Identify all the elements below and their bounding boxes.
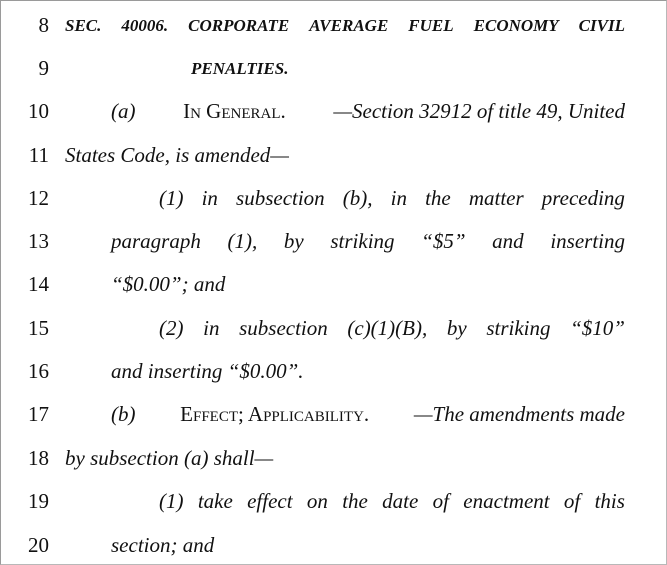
word: CIVIL	[578, 16, 625, 35]
word: this	[594, 489, 625, 513]
subsection-heading: In General.	[183, 99, 286, 123]
text-line	[111, 231, 625, 252]
word: of	[432, 489, 449, 513]
line-number: 8	[38, 13, 49, 37]
word: the	[342, 489, 368, 513]
text-line	[159, 318, 625, 339]
word: (2)	[159, 316, 184, 340]
line-number: 13	[28, 229, 49, 253]
word: AVERAGE	[309, 16, 389, 35]
word: of	[563, 489, 581, 513]
section-heading	[65, 17, 625, 34]
text-line	[111, 404, 625, 425]
line-number: 19	[28, 489, 49, 513]
word: take	[197, 489, 233, 513]
text-line: section; and	[111, 533, 215, 557]
word: (b),	[342, 186, 373, 210]
word: subsection	[236, 186, 325, 210]
word: (1),	[227, 229, 258, 253]
word: matter	[468, 186, 524, 210]
word: striking	[486, 316, 551, 340]
word: “$5”	[421, 229, 466, 253]
text-line: by subsection (a) shall—	[65, 446, 274, 470]
text-line	[159, 491, 625, 512]
subsection-label: (b)	[111, 402, 136, 426]
line-number: 10	[28, 99, 49, 123]
subsection-text: —Section 32912 of title 49, United	[333, 99, 625, 123]
word: by	[283, 229, 304, 253]
word: paragraph	[111, 229, 201, 253]
text-line	[111, 101, 625, 122]
word: SEC.	[65, 16, 102, 35]
line-number: 12	[28, 186, 49, 210]
word: the	[425, 186, 451, 210]
word: enactment	[463, 489, 550, 513]
word: preceding	[541, 186, 625, 210]
word: date	[382, 489, 419, 513]
line-number: 11	[28, 143, 49, 167]
word: striking	[330, 229, 395, 253]
word: effect	[247, 489, 293, 513]
section-heading-continued: PENALTIES.	[191, 59, 289, 78]
line-number: 20	[28, 533, 49, 557]
text-line: and inserting “$0.00”.	[111, 359, 304, 383]
line-number: 17	[28, 402, 49, 426]
text-line: States Code, is amended—	[65, 143, 289, 167]
subsection-label: (a)	[111, 99, 136, 123]
word: in	[201, 186, 218, 210]
line-number: 18	[28, 446, 49, 470]
word: FUEL	[408, 16, 454, 35]
line-number: 15	[28, 316, 49, 340]
word: ECONOMY	[473, 16, 559, 35]
line-number: 9	[38, 56, 49, 80]
word: in	[203, 316, 220, 340]
word: and	[492, 229, 524, 253]
word: 40006.	[121, 16, 169, 35]
text-line: “$0.00”; and	[111, 272, 226, 296]
word: (1)	[159, 489, 184, 513]
word: CORPORATE	[188, 16, 290, 35]
word: “$10”	[570, 316, 625, 340]
line-number: 16	[28, 359, 49, 383]
subsection-heading: Effect; Applicability.	[180, 402, 370, 426]
text-line	[159, 188, 625, 209]
word: in	[390, 186, 407, 210]
word: (c)(1)(B),	[347, 316, 428, 340]
word: subsection	[239, 316, 328, 340]
word: by	[446, 316, 467, 340]
subsection-text: —The amendments made	[413, 402, 625, 426]
word: (1)	[159, 186, 184, 210]
word: inserting	[550, 229, 625, 253]
word: on	[306, 489, 328, 513]
line-number: 14	[28, 272, 49, 296]
